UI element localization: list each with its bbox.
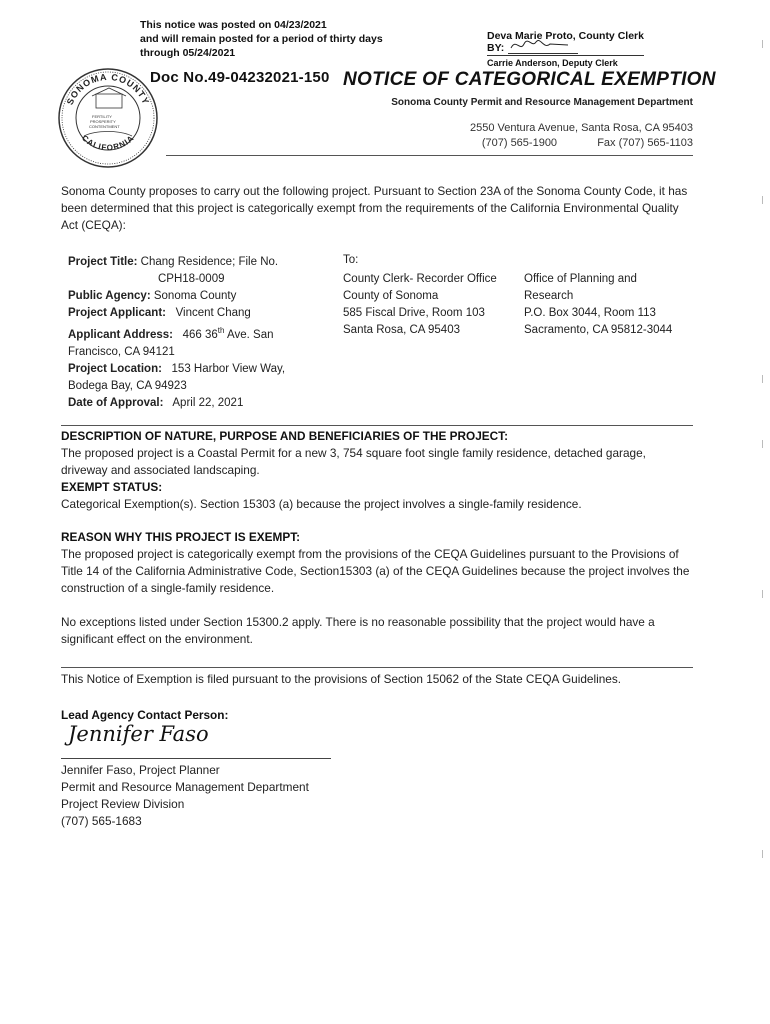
project-applicant-label: Project Applicant:	[68, 307, 166, 319]
posting-line-2: and will remain posted for a period of thirty days	[140, 33, 383, 45]
county-clerk-name: Deva Marie Proto, County Clerk	[487, 30, 644, 42]
clerk-signature-scribble-icon	[508, 38, 578, 52]
applicant-address-value-b: Ave. San	[224, 328, 274, 341]
applicant-address-value-c: Francisco, CA 94121	[68, 345, 175, 358]
applicant-address-sup: th	[217, 326, 225, 335]
posting-notice	[140, 18, 383, 60]
svg-text:SONOMA COUNTY	[65, 72, 152, 106]
recipient-planning-research	[524, 271, 672, 339]
seal-top-text: SONOMA COUNTY	[64, 71, 152, 107]
notice-title: NOTICE OF CATEGORICAL EXEMPTION	[343, 69, 716, 90]
deputy-clerk-name: Carrie Anderson, Deputy Clerk	[487, 55, 644, 69]
exempt-status-heading: EXEMPT STATUS:	[61, 480, 163, 494]
reason-heading: REASON WHY THIS PROJECT IS EXEMPT:	[61, 530, 301, 544]
document-number: Doc No.49-04232021-150	[150, 69, 330, 86]
recipient2-line: P.O. Box 3044, Room 113	[524, 307, 656, 319]
recipient2-line: Sacramento, CA 95812-3044	[524, 324, 673, 336]
department-contact-row	[400, 136, 693, 151]
project-details	[68, 254, 318, 412]
scan-mark	[762, 850, 763, 858]
recipient-county-clerk	[343, 271, 497, 339]
department-address: 2550 Ventura Avenue, Santa Rosa, CA 95403	[469, 122, 693, 134]
clerk-by-label: BY:	[487, 42, 505, 54]
posting-line-1: This notice was posted on 04/23/2021	[140, 19, 327, 31]
date-of-approval-label: Date of Approval:	[68, 396, 164, 409]
scan-mark	[762, 40, 763, 48]
description-heading: DESCRIPTION OF NATURE, PURPOSE AND BENEFICIARIES OF THE PROJECT:	[61, 429, 509, 443]
intro-paragraph: Sonoma County proposes to carry out the following project. Pursuant to Section 23A of the Sonoma County Code, it has been determined that this project is categorically exempt from the requirements of the California Environmental Quality Act (CEQA):	[61, 184, 688, 232]
description-divider	[61, 425, 693, 426]
clerk-signature-mark	[508, 44, 578, 54]
exceptions-text: No exceptions listed under Section 15300.2 apply. There is no reasonable possibility that the project would have a significant effect on the environment.	[61, 615, 655, 646]
contact-signature: Jennifer Faso	[68, 722, 209, 746]
project-location-label: Project Location:	[68, 362, 162, 375]
scan-mark	[762, 440, 763, 448]
description-section	[61, 428, 693, 648]
filed-divider	[61, 667, 693, 668]
recipient1-line: County of Sonoma	[343, 290, 439, 302]
seal-center-line-3: CONTENTMENT	[89, 124, 120, 129]
contact-phone: (707) 565-1683	[61, 814, 142, 828]
department-phone: (707) 565-1900	[481, 137, 558, 149]
public-agency-label: Public Agency:	[68, 290, 151, 302]
recipient1-line: 585 Fiscal Drive, Room 103	[343, 307, 485, 319]
seal-center-line-1: FERTILITY	[92, 114, 112, 119]
posting-line-3: through 05/24/2021	[140, 47, 236, 59]
recipient2-line: Research	[524, 290, 574, 302]
contact-block	[61, 762, 309, 830]
department-fax: Fax (707) 565-1103	[597, 137, 693, 149]
seal-center-line-2: PROSPERITY	[90, 119, 116, 124]
reason-text: The proposed project is categorically exempt from the provisions of the CEQA Guidelines pursuant to the Provisions of Title 14 of the California Administrative Code, Section15303 (a) of the CEQA Guidelines because the project involves the construction of a single-family residence.	[61, 547, 690, 595]
clerk-by-line	[487, 42, 644, 54]
project-title-value: Chang Residence; File No.	[140, 256, 279, 268]
recipient1-line: Santa Rosa, CA 95403	[343, 324, 460, 336]
filed-statement: This Notice of Exemption is filed pursuant to the provisions of Section 15062 of the State CEQA Guidelines.	[61, 672, 622, 686]
scan-mark	[762, 590, 763, 598]
sonoma-county-seal	[56, 66, 160, 170]
applicant-address-value-a: 466 36	[182, 328, 218, 341]
signature-line	[61, 758, 331, 759]
recipient1-line: County Clerk- Recorder Office	[343, 273, 497, 285]
seal-bottom-text: CALIFORNIA	[80, 133, 136, 153]
applicant-address-label: Applicant Address:	[68, 328, 174, 341]
recipient2-line: Office of Planning and	[524, 273, 637, 285]
contact-heading: Lead Agency Contact Person:	[61, 708, 229, 722]
contact-name-title: Jennifer Faso, Project Planner	[61, 763, 220, 777]
project-applicant-value: Vincent Chang	[175, 307, 251, 319]
contact-division: Project Review Division	[61, 797, 185, 811]
project-location-value-b: Bodega Bay, CA 94923	[68, 379, 187, 392]
county-clerk-stamp	[487, 30, 644, 69]
to-label: To:	[343, 254, 359, 266]
date-of-approval-value: April 22, 2021	[172, 396, 244, 409]
project-file-no: CPH18-0009	[158, 273, 225, 285]
contact-department: Permit and Resource Management Department	[61, 780, 309, 794]
department-name: Sonoma County Permit and Resource Management Department	[391, 97, 693, 108]
description-text: The proposed project is a Coastal Permit for a new 3, 754 square foot single family residence, detached garage, driveway and associated landscaping.	[61, 446, 646, 477]
public-agency-value: Sonoma County	[153, 290, 237, 302]
project-title-label: Project Title:	[68, 256, 138, 268]
department-address-block	[400, 121, 693, 151]
exempt-status-text: Categorical Exemption(s). Section 15303 (a) because the project involves a single-family residence.	[61, 497, 582, 511]
header-divider	[166, 155, 693, 156]
scan-mark	[762, 196, 763, 204]
project-location-value-a: 153 Harbor View Way,	[171, 362, 286, 375]
svg-text:CALIFORNIA	[80, 133, 136, 152]
scan-mark	[762, 375, 763, 383]
